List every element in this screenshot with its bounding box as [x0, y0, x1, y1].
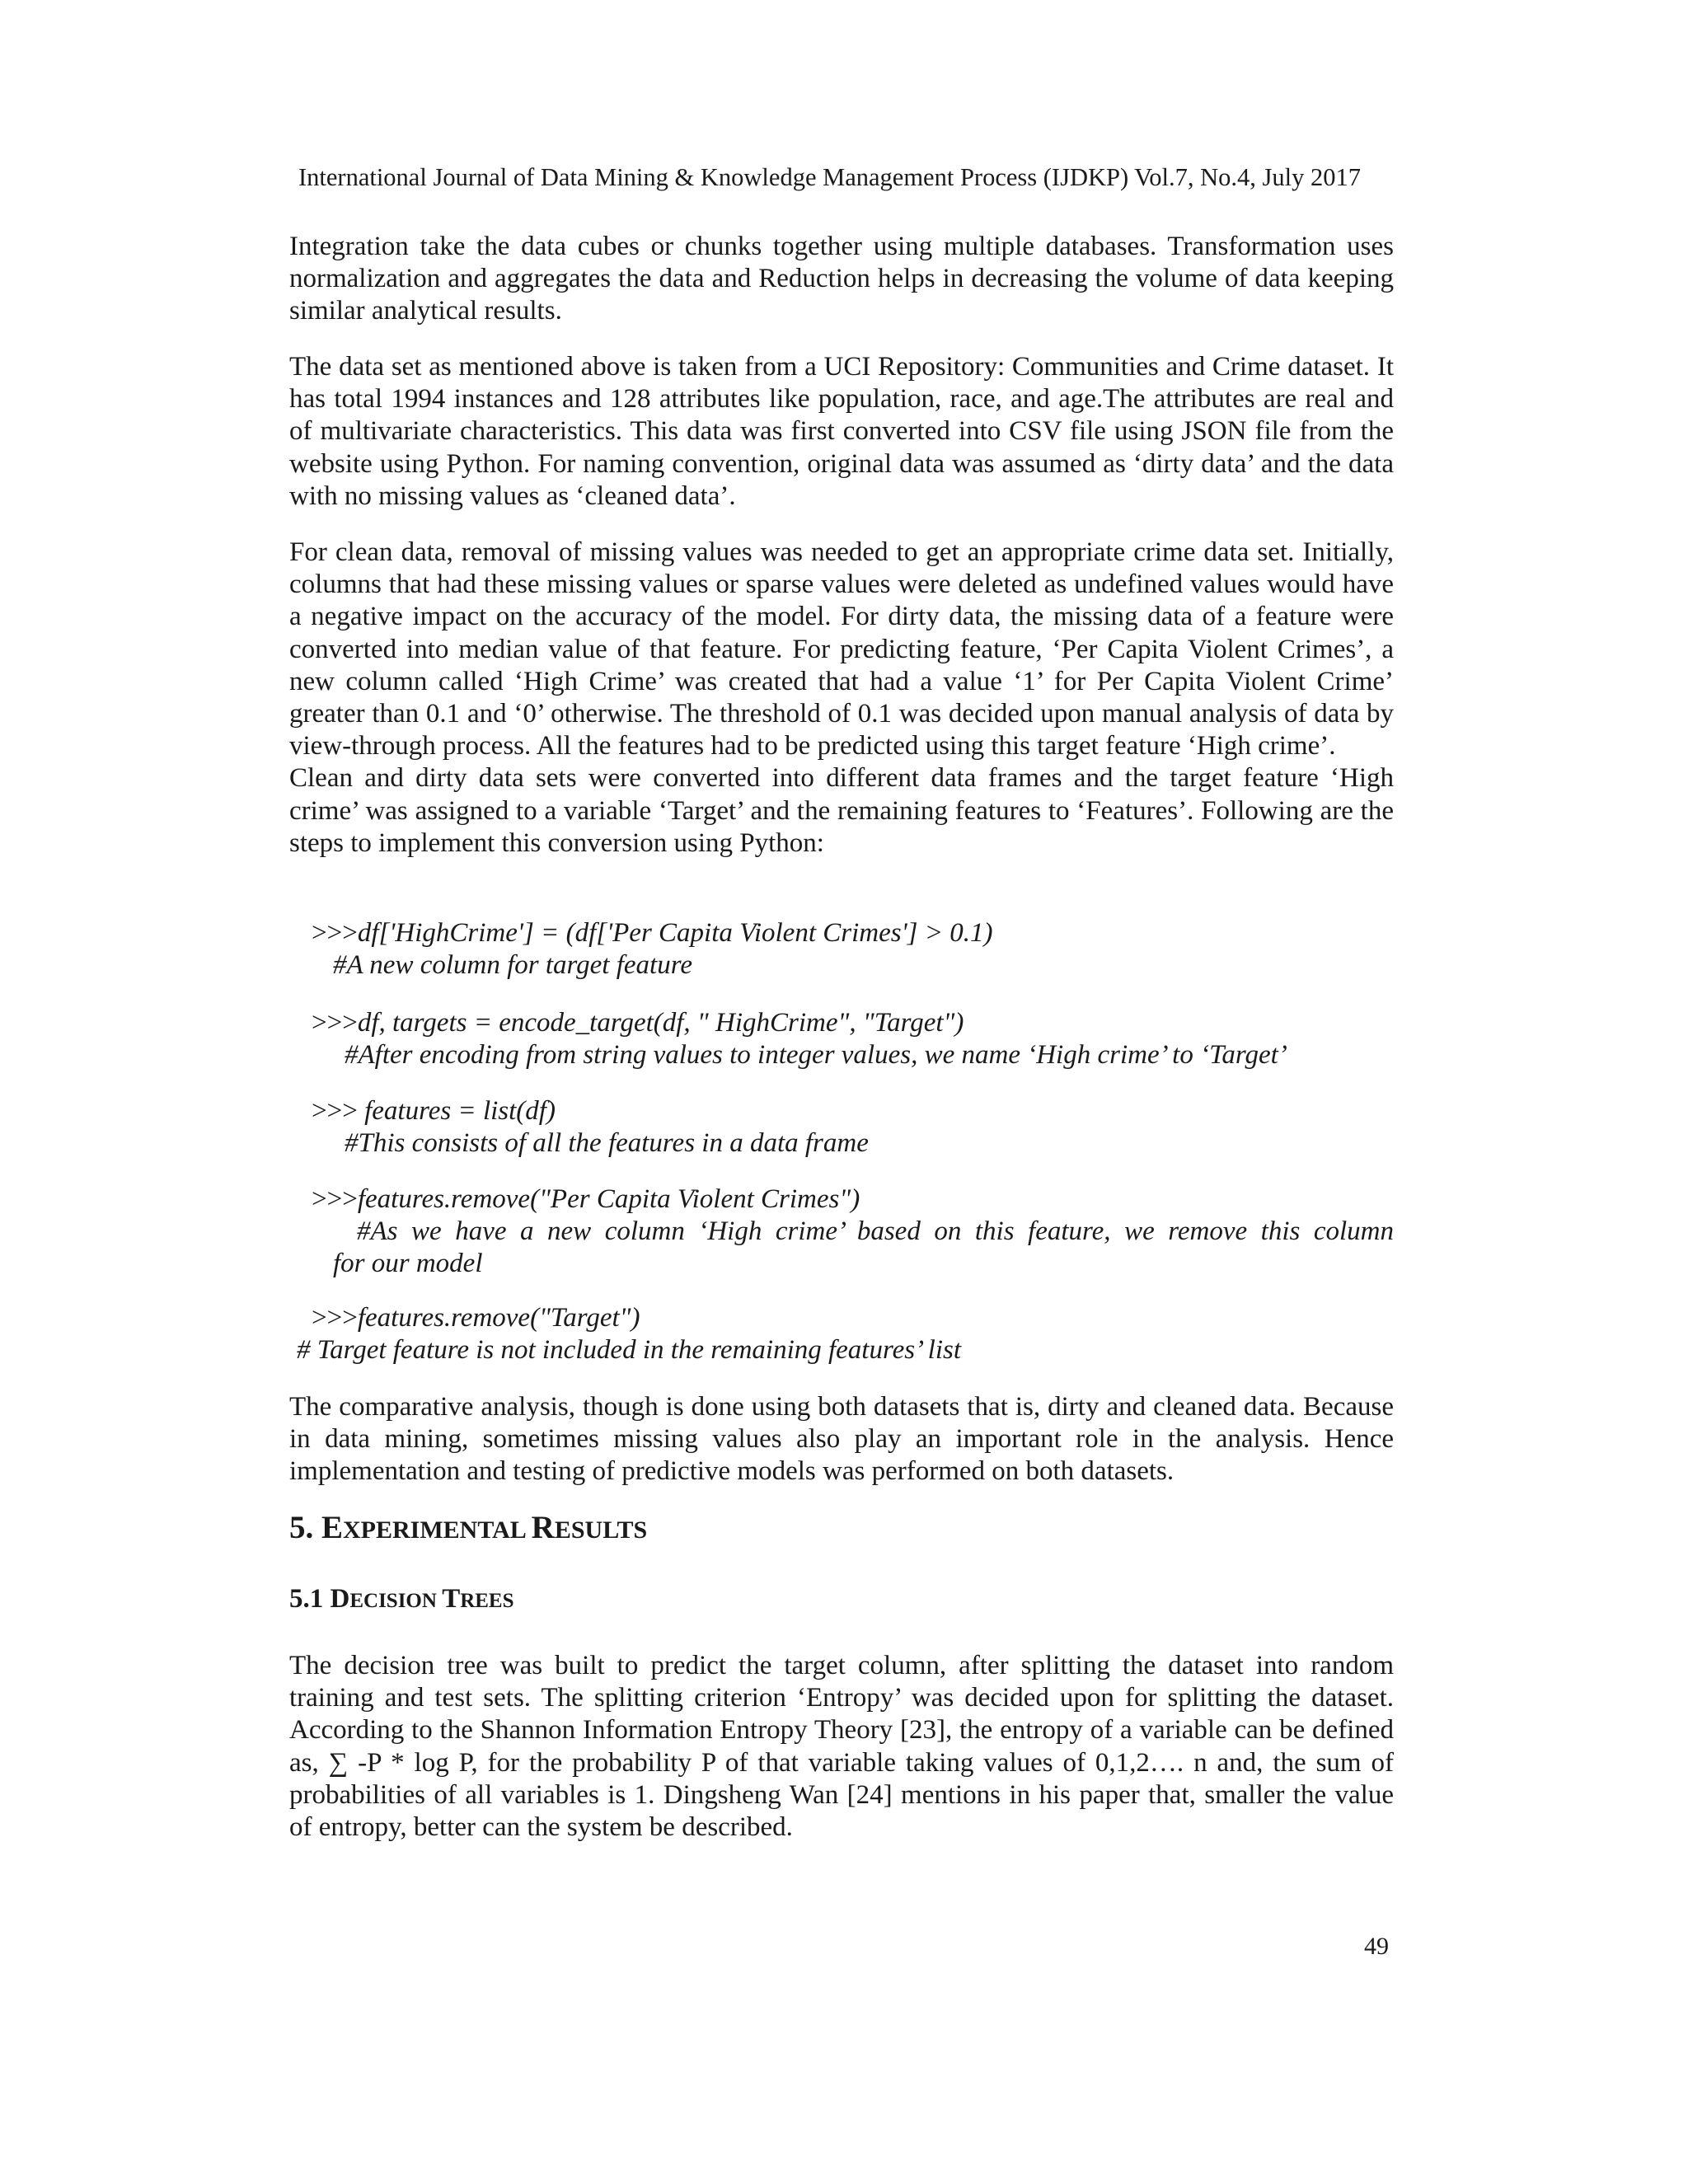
section-number: 5. — [289, 1510, 321, 1545]
code-comment: #After encoding from string values to integer values, we name ‘High crime’ to ‘Target’ — [345, 1040, 1287, 1071]
paragraph-decision-tree — [289, 1650, 1394, 1844]
code-line — [312, 1095, 1394, 1127]
code-prompt: >>> — [312, 918, 358, 948]
section-heading-experimental-results — [289, 1510, 1394, 1549]
paragraph-dataset — [289, 351, 1394, 513]
paragraph-text: For clean data, removal of missing values was needed to get an appropriate crime data set. Initially, columns that had these missing values or sparse values were deleted as undefined values would have a negative impact on the accuracy of the model. For dirty data, the missing data of a feature were converted into median value of that feature. For predicting feature, ‘Per Capita Violent Crimes’, a new column called ‘High Crime’ was created that had a value ‘1’ for Per Capita Violent Crime’ greater than 0.1 and ‘0’ otherwise. The threshold of 0.1 was decided upon manual analysis of data by view-through process. All the features had to be predicted using this target feature ‘High crime’. — [289, 537, 1394, 762]
subsection-number: 5.1 — [289, 1584, 331, 1614]
code-comment: #A new column for target feature — [333, 950, 692, 981]
code-comment: #This consists of all the features in a data frame — [345, 1128, 869, 1159]
code-comment: for our model — [333, 1249, 483, 1279]
code-step-4 — [312, 1183, 1394, 1281]
code-comment: # Target feature is not included in the remaining features’ list — [297, 1335, 962, 1366]
code-statement: features.remove("Target") — [357, 1303, 640, 1333]
paragraph-integration — [289, 231, 1394, 328]
code-line — [312, 1007, 1394, 1039]
paragraph-clean-data — [289, 537, 1394, 860]
code-comment: #As we have a new column ‘High crime’ based on this feature, we remove this column — [357, 1216, 1394, 1247]
page-number: 49 — [1364, 1933, 1389, 1960]
code-step-1 — [312, 917, 1394, 982]
code-prompt: >>> — [312, 1303, 358, 1333]
code-step-2 — [312, 1007, 1394, 1071]
paragraph-text: The comparative analysis, though is done using both datasets that is, dirty and cleaned data. Because in data mining, sometimes missing values also play an important role in the analysis. Hence implementation and testing of predictive models was performed on both datasets. — [289, 1392, 1394, 1487]
section-title: 5. EXPERIMENTAL RESULTS — [289, 1510, 648, 1545]
paragraph-text: Clean and dirty data sets were converted into different data frames and the target feature ‘High crime’ was assigned to a variable ‘Target’ and the remaining features to ‘Features’. Following are the steps to implement this conversion using Python: — [289, 763, 1394, 858]
code-prompt: >>> — [312, 1008, 358, 1038]
code-line — [312, 917, 1394, 949]
code-statement: features = list(df) — [364, 1096, 556, 1126]
subsection-heading-decision-trees — [289, 1582, 1394, 1618]
subsection-title: 5.1 DECISION TREES — [289, 1584, 514, 1614]
code-line — [312, 1183, 1394, 1216]
code-line — [297, 1302, 1394, 1334]
code-statement: features.remove("Per Capita Violent Crimes") — [357, 1184, 860, 1214]
code-statement: df['HighCrime'] = (df['Per Capita Violent Crimes'] > 0.1) — [357, 918, 993, 948]
paragraph-text: The decision tree was built to predict the target column, after splitting the dataset into random training and test sets. The splitting criterion ‘Entropy’ was decided upon for splitting the dataset. According to the Shannon Information Entropy Theory [23], the entropy of a variable can be defined as, ∑ -P * log P, for the probability P of that variable taking values of 0,1,2…. n and, the sum of probabilities of all variables is 1. Dingsheng Wan [24] mentions in his paper that, smaller the value of entropy, better can the system be described. — [289, 1651, 1394, 1843]
code-step-5 — [297, 1302, 1394, 1366]
paragraph-comparative — [289, 1391, 1394, 1488]
code-step-3 — [312, 1095, 1394, 1160]
code-prompt: >>> — [312, 1184, 358, 1214]
running-header: International Journal of Data Mining & Knowledge Management Process (IJDKP) Vol.7, No.4, July 2017 — [298, 163, 1361, 191]
code-statement: df, targets = encode_target(df, " HighCrime", "Target") — [357, 1008, 964, 1038]
paragraph-text: Integration take the data cubes or chunks together using multiple databases. Transformation uses normalization and aggregates the data and Reduction helps in decreasing the volume of data keeping similar analytical results. — [289, 232, 1394, 326]
paragraph-text: The data set as mentioned above is taken from a UCI Repository: Communities and Crime dataset. It has total 1994 instances and 128 attributes like population, race, and age.The attributes are real and of multivariate characteristics. This data was first converted into CSV file using JSON file from the website using Python. For naming convention, original data was assumed as ‘dirty data’ and the data with no missing values as ‘cleaned data’. — [289, 352, 1394, 511]
code-prompt: >>> — [312, 1096, 365, 1126]
